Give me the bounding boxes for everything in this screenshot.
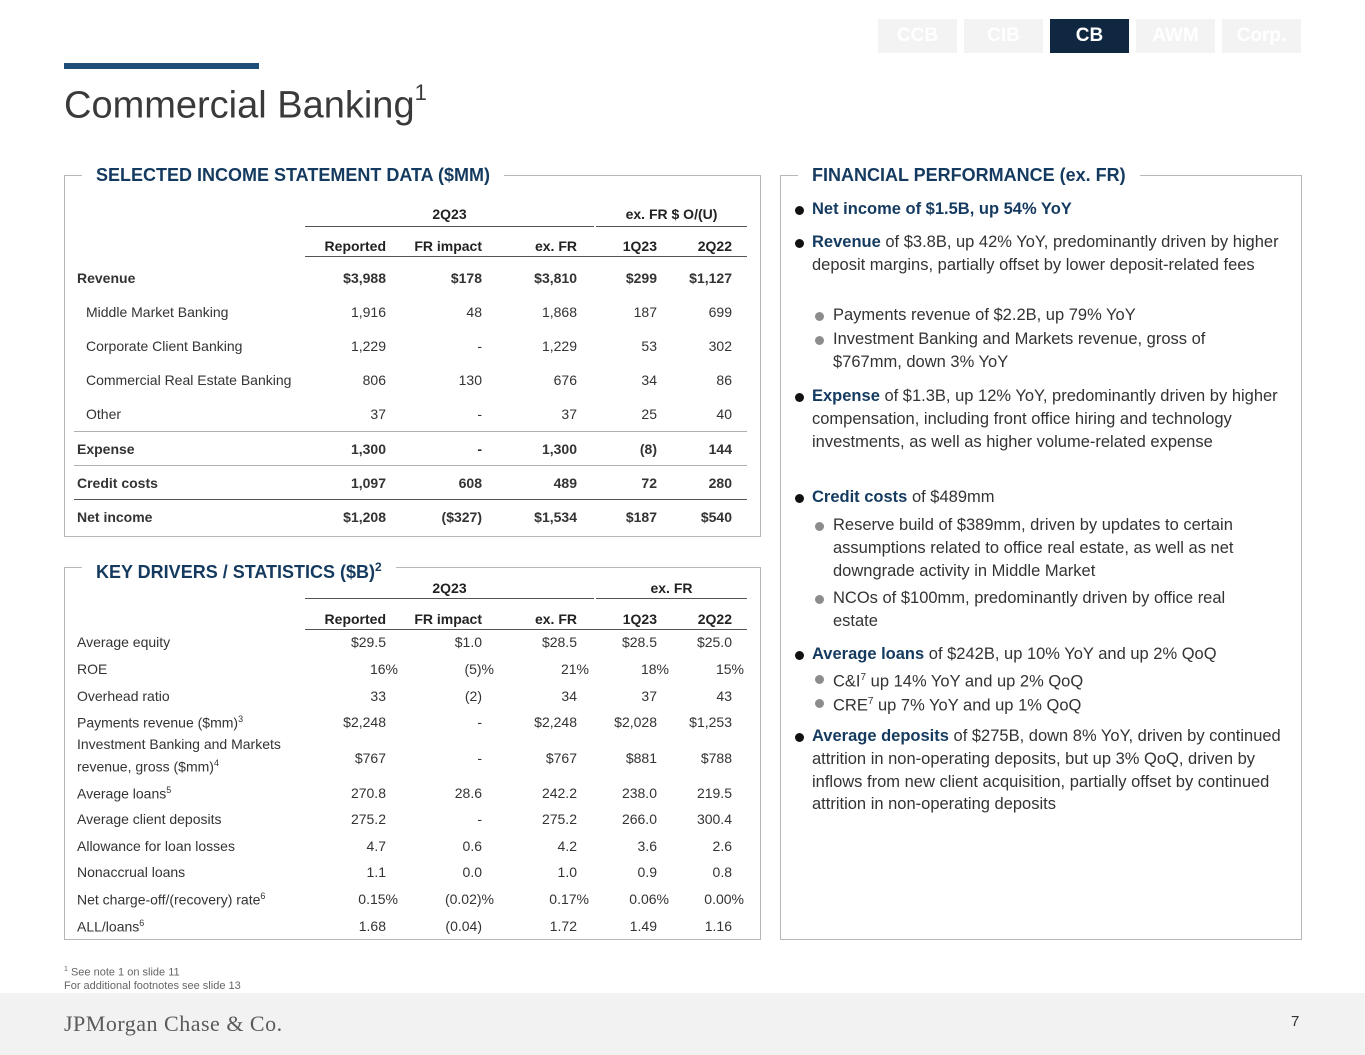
table-cell-1q23: $299 (625, 270, 657, 286)
table-cell-1q23: 238.0 (621, 785, 657, 801)
table-cell-fr-impact: ($327) (441, 509, 482, 525)
table-cell-reported: 1,300 (350, 441, 386, 457)
table-cell-reported: 0.15% (358, 891, 398, 907)
table-cell-1q23: 3.6 (637, 838, 657, 854)
table-row-label: Payments revenue ($mm)$^3$ (77, 714, 244, 731)
table-cell-2q22: 15% (715, 661, 744, 677)
table-cell-reported: 270.8 (350, 785, 386, 801)
header-rule (305, 256, 747, 257)
table-cell-reported: 1,229 (350, 338, 386, 354)
table-cell-2q22: 43 (716, 688, 732, 704)
table-cell-1q23: 25 (641, 406, 657, 422)
table-row-label: Corporate Client Banking (86, 338, 243, 354)
bullet-average-loans: Average loans of $242B, up 10% YoY and up 2% QoQ (812, 645, 1217, 663)
tab-cb[interactable]: CB (1050, 19, 1129, 53)
table-row-label: Investment Banking and Markets (77, 736, 281, 752)
tab-corp[interactable]: Corp. (1222, 19, 1301, 53)
bullet-ncos: NCOs of $100mm, predominantly driven by office real estate (833, 589, 1226, 630)
table-cell-reported: 33 (370, 688, 386, 704)
row-divider (74, 465, 747, 466)
table-cell-2q22: 280 (708, 475, 732, 491)
footnote-2: For additional footnotes see slide 13 (64, 980, 241, 992)
table-cell-2q22: 86 (716, 372, 732, 388)
table-cell-2q22: $540 (700, 509, 732, 525)
table-cell-reported: 275.2 (350, 811, 386, 827)
table-cell-fr-impact: $1.0 (454, 634, 482, 650)
table-cell-1q23: $187 (625, 509, 657, 525)
table-cell-ex-fr: 275.2 (541, 811, 577, 827)
table-cell-fr-impact: (5)% (464, 661, 494, 677)
sub-bullet-icon (815, 675, 824, 684)
sub-bullet-icon (815, 522, 824, 531)
table-cell-2q22: 2.6 (712, 838, 732, 854)
table-cell-2q22: $25.0 (696, 634, 732, 650)
table-row-label: Commercial Real Estate Banking (86, 372, 292, 388)
group-header-ex-fr: ex. FR (650, 580, 693, 596)
table-cell-2q22: $1,253 (689, 714, 732, 730)
table-cell-reported: $29.5 (350, 634, 386, 650)
page-number: 7 (1291, 1013, 1300, 1030)
table-cell-fr-impact: $178 (450, 270, 482, 286)
table-cell-2q22: 699 (708, 304, 732, 320)
column-header-1q23: 1Q23 (622, 611, 657, 627)
table-cell-2q22: $788 (700, 750, 732, 766)
bullet-credit-costs: Credit costs of $489mm (812, 488, 995, 506)
table-cell-ex-fr: 4.2 (557, 838, 577, 854)
table-row-label: ROE (77, 661, 108, 677)
header-rule (596, 226, 747, 227)
column-header-2q22: 2Q22 (697, 238, 732, 254)
bullet-net-income: Net income of $1.5B, up 54% YoY (812, 200, 1072, 218)
table-cell-reported: 1.68 (358, 918, 386, 934)
financial-performance-title: FINANCIAL PERFORMANCE (ex. FR) (798, 164, 1140, 186)
table-cell-reported: $2,248 (343, 714, 386, 730)
table-cell-ex-fr: 0.17% (549, 891, 589, 907)
table-cell-reported: $767 (354, 750, 386, 766)
sub-bullet-icon (815, 312, 824, 321)
column-header-reported: Reported (324, 238, 386, 254)
table-cell-1q23: 53 (641, 338, 657, 354)
table-cell-2q22: 144 (708, 441, 732, 457)
income-statement-title: SELECTED INCOME STATEMENT DATA ($MM) (82, 164, 504, 186)
table-cell-ex-fr: 489 (553, 475, 577, 491)
sub-bullet-icon (815, 595, 824, 604)
table-cell-fr-impact: (0.04) (445, 918, 482, 934)
bullet-cni: $C\&I^7$ up 14% YoY and up 2% QoQ (833, 672, 1084, 691)
sub-bullet-icon (815, 699, 824, 708)
table-cell-1q23: 18% (640, 661, 669, 677)
table-row-label: Nonaccrual loans (77, 864, 186, 880)
column-header-fr-impact: FR impact (414, 611, 482, 627)
table-cell-2q22: 1.16 (704, 918, 732, 934)
bullet-icon (795, 733, 804, 742)
table-row-label: Middle Market Banking (86, 304, 229, 320)
bullet-reserve-build: Reserve build of $389mm, driven by updates to certain assumptions related to office real estate, as well as net downgrade activity in Middle Market (833, 516, 1234, 580)
table-cell-ex-fr: 37 (561, 406, 577, 422)
table-cell-ex-fr: 1,229 (541, 338, 577, 354)
table-cell-fr-impact: 48 (466, 304, 482, 320)
table-cell-1q23: 187 (633, 304, 657, 320)
table-cell-reported: 1,916 (350, 304, 386, 320)
table-cell-reported: 1.1 (366, 864, 386, 880)
table-cell-ex-fr: $28.5 (541, 634, 577, 650)
table-cell-reported: 1,097 (350, 475, 386, 491)
table-cell-fr-impact: 0.0 (462, 864, 482, 880)
table-cell-ex-fr: 1,868 (541, 304, 577, 320)
table-cell-fr-impact: - (477, 811, 482, 827)
key-drivers-title: KEY DRIVERS / STATISTICS ($B)$^2$ (82, 556, 396, 583)
table-cell-ex-fr: $1,534 (534, 509, 577, 525)
table-cell-ex-fr: $767 (545, 750, 577, 766)
table-cell-fr-impact: - (477, 750, 482, 766)
table-cell-1q23: $2,028 (614, 714, 657, 730)
table-row-label: Allowance for loan losses (77, 838, 235, 854)
column-header-reported: Reported (324, 611, 386, 627)
table-cell-ex-fr: 1,300 (541, 441, 577, 457)
table-row-label: Average equity (77, 634, 171, 650)
jpmorgan-logo: JPMorgan Chase & Co. (64, 1011, 283, 1036)
group-header-ex-fr: ex. FR $ O/(U) (625, 206, 718, 222)
group-header-2q23: 2Q23 (432, 206, 467, 222)
table-row-label: Net charge-off/(recovery) rate$^6$ (77, 891, 266, 908)
table-cell-1q23: 0.9 (637, 864, 657, 880)
bullet-average-deposits: Average deposits of $275B, down 8% YoY, driven by continued attrition in non-operating deposits, but up 3% QoQ, driven by inflows from new client acquisition, partially offset by continued attrition in non-operating deposits (812, 727, 1281, 814)
table-cell-reported: $1,208 (343, 509, 386, 525)
table-cell-ex-fr: 34 (561, 688, 577, 704)
table-cell-1q23: 0.06% (629, 891, 669, 907)
header-rule (596, 598, 747, 599)
table-cell-fr-impact: 28.6 (454, 785, 482, 801)
table-row-label: Overhead ratio (77, 688, 170, 704)
column-header-1q23: 1Q23 (622, 238, 657, 254)
table-row-label: Credit costs (77, 475, 158, 491)
bullet-ib-markets-revenue: Investment Banking and Markets revenue, gross of $767mm, down 3% YoY (833, 330, 1206, 371)
sub-bullet-icon (815, 336, 824, 345)
table-cell-2q22: 40 (716, 406, 732, 422)
bullet-icon (795, 651, 804, 660)
table-row-label-line2: revenue, gross ($mm)$^4$ (77, 758, 219, 775)
table-cell-ex-fr: 242.2 (541, 785, 577, 801)
table-cell-1q23: $881 (625, 750, 657, 766)
table-cell-2q22: $1,127 (689, 270, 732, 286)
row-divider (74, 431, 747, 432)
tab-cib[interactable]: CIB (964, 19, 1043, 53)
table-cell-reported: 806 (362, 372, 386, 388)
tab-awm[interactable]: AWM (1136, 19, 1215, 53)
page-title: Commercial Banking$^1$ (64, 80, 427, 127)
header-rule (305, 629, 747, 630)
table-cell-1q23: 34 (641, 372, 657, 388)
table-cell-fr-impact: - (477, 441, 482, 457)
footnote-1: $^1$ See note 1 on slide 11 (64, 966, 180, 979)
table-cell-1q23: $28.5 (621, 634, 657, 650)
table-cell-reported: 4.7 (366, 838, 386, 854)
table-cell-fr-impact: (2) (464, 688, 482, 704)
tab-ccb[interactable]: CCB (878, 19, 957, 53)
bullet-revenue: Revenue of $3.8B, up 42% YoY, predominantly driven by higher deposit margins, partially offset by lower deposit-related fees (812, 233, 1279, 274)
table-cell-reported: $3,988 (343, 270, 386, 286)
table-row-label: Net income (77, 509, 153, 525)
table-row-label: Average loans$^5$ (77, 785, 172, 802)
table-cell-2q22: 300.4 (696, 811, 732, 827)
bullet-icon (795, 206, 804, 215)
bullet-icon (795, 494, 804, 503)
table-cell-1q23: 72 (641, 475, 657, 491)
table-cell-2q22: 219.5 (696, 785, 732, 801)
header-rule (305, 226, 594, 227)
table-cell-fr-impact: 0.6 (462, 838, 482, 854)
table-cell-ex-fr: 21% (560, 661, 589, 677)
table-cell-fr-impact: - (477, 338, 482, 354)
table-cell-ex-fr: $2,248 (534, 714, 577, 730)
table-cell-reported: 37 (370, 406, 386, 422)
table-cell-1q23: 266.0 (621, 811, 657, 827)
column-header-ex-fr: ex. FR (534, 238, 577, 254)
table-cell-1q23: (8) (639, 441, 657, 457)
column-header-ex-fr: ex. FR (534, 611, 577, 627)
table-cell-reported: 16% (369, 661, 398, 677)
table-cell-1q23: 1.49 (629, 918, 657, 934)
table-cell-fr-impact: - (477, 714, 482, 730)
table-cell-ex-fr: 1.72 (549, 918, 577, 934)
table-cell-ex-fr: 1.0 (557, 864, 577, 880)
column-header-fr-impact: FR impact (414, 238, 482, 254)
table-row-label: Other (86, 406, 122, 422)
bullet-payments-revenue: Payments revenue of $2.2B, up 79% YoY (833, 306, 1136, 324)
title-accent-bar (64, 63, 259, 69)
table-row-label: Expense (77, 441, 135, 457)
bullet-cre: CRE$^7$ up 7% YoY and up 1% QoQ (833, 696, 1082, 715)
table-row-label: Revenue (77, 270, 136, 286)
table-cell-fr-impact: (0.02)% (444, 891, 494, 907)
bullet-icon (795, 239, 804, 248)
header-rule (305, 598, 594, 599)
row-divider (74, 499, 747, 500)
table-cell-ex-fr: $3,810 (534, 270, 577, 286)
table-cell-ex-fr: 676 (553, 372, 577, 388)
group-header-2q23: 2Q23 (432, 580, 467, 596)
table-cell-1q23: 37 (641, 688, 657, 704)
table-row-label: Average client deposits (77, 811, 222, 827)
bullet-expense: Expense of $1.3B, up 12% YoY, predominantly driven by higher compensation, including front office hiring and technology investments, as well as higher volume-related expense (812, 387, 1278, 451)
table-row-label: ALL/loans$^6$ (77, 918, 145, 935)
table-cell-fr-impact: 608 (458, 475, 482, 491)
table-cell-fr-impact: 130 (458, 372, 482, 388)
table-cell-fr-impact: - (477, 406, 482, 422)
bullet-icon (795, 393, 804, 402)
table-cell-2q22: 0.8 (712, 864, 732, 880)
table-cell-2q22: 302 (708, 338, 732, 354)
table-cell-2q22: 0.00% (704, 891, 744, 907)
column-header-2q22: 2Q22 (697, 611, 732, 627)
